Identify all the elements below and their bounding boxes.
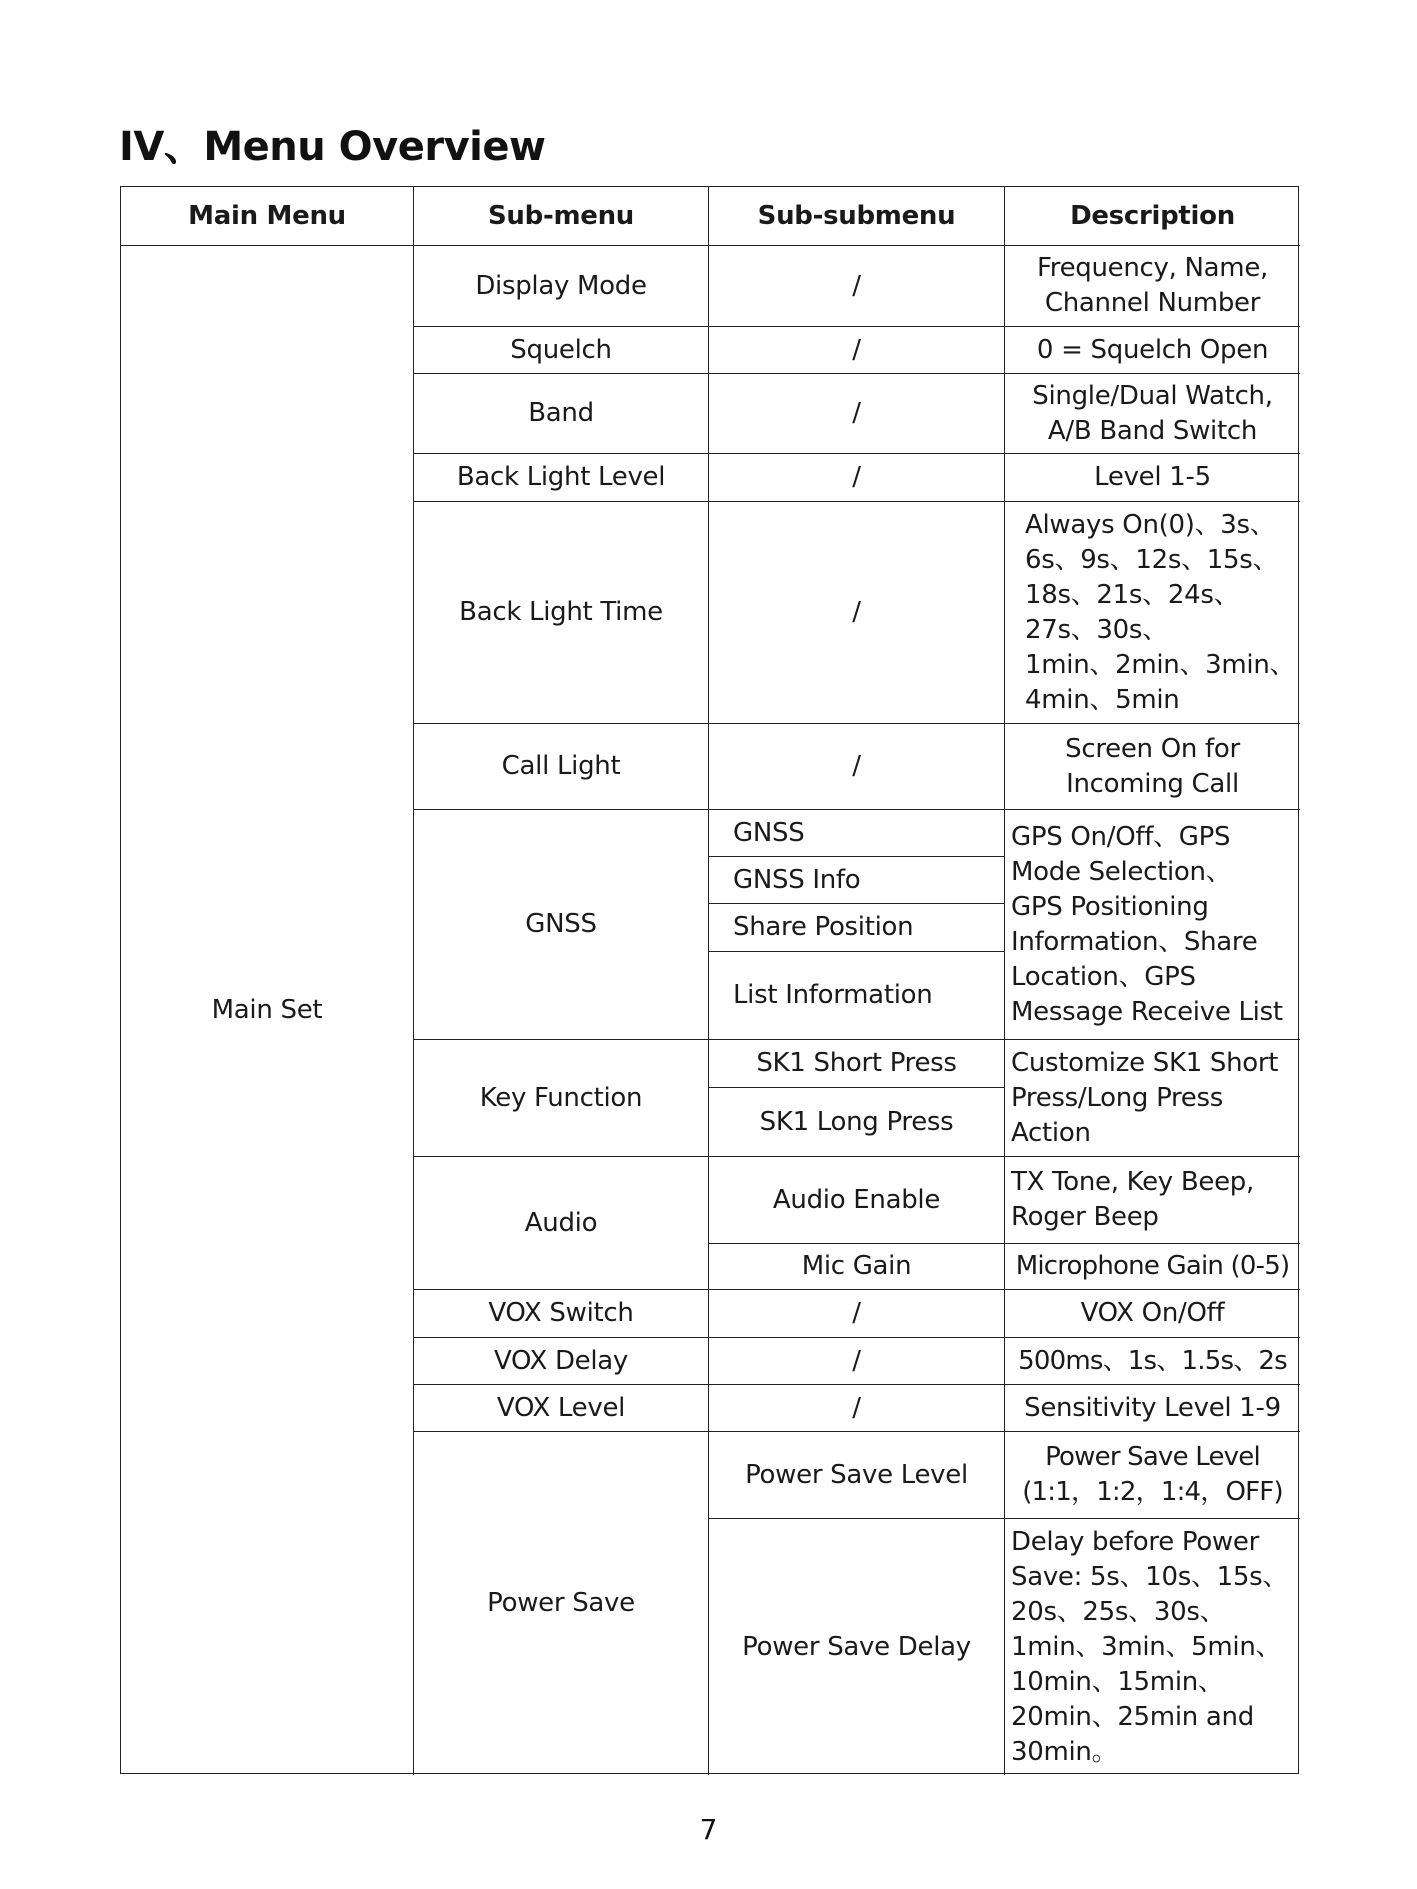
submenu-cell-audio: Audio <box>414 1157 709 1290</box>
description-cell-gnss: GPS On/Off、GPS Mode Selection、 GPS Positioning Information、Share Location、GPS Message Receive List <box>1005 810 1300 1040</box>
header-sub-menu: Sub-menu <box>414 187 709 246</box>
subsubmenu-cell: SK1 Long Press <box>709 1088 1005 1157</box>
description-cell: Delay before Power Save: 5s、10s、15s、 20s、25s、30s、 1min、3min、5min、 10min、15min、 20min、25min and 30min。 <box>1011 1526 1289 1767</box>
description-cell: Screen On for Incoming Call <box>1005 724 1300 810</box>
subsubmenu-cell: Power Save Delay <box>709 1519 1005 1775</box>
submenu-cell: Squelch <box>414 327 709 374</box>
description-cell: Always On(0)、3s、 6s、9s、12s、15s、 18s、21s、24s、 27s、30s、 1min、2min、3min、 4min、5min <box>1005 502 1300 724</box>
submenu-cell: Display Mode <box>414 246 709 327</box>
main-menu-cell: Main Set <box>121 246 414 1775</box>
description-cell: Microphone Gain (0-5) <box>1005 1244 1300 1290</box>
subsubmenu-cell: Audio Enable <box>709 1157 1005 1244</box>
subsubmenu-cell: / <box>709 454 1005 502</box>
submenu-cell: VOX Switch <box>414 1290 709 1338</box>
submenu-cell: VOX Level <box>414 1385 709 1432</box>
page-number: 7 <box>699 1813 718 1846</box>
subsubmenu-cell: SK1 Short Press <box>709 1040 1005 1088</box>
description-cell: 500ms、1s、1.5s、2s <box>1005 1338 1300 1385</box>
subsubmenu-cell: Mic Gain <box>709 1244 1005 1290</box>
description-cell: 0 = Squelch Open <box>1005 327 1300 374</box>
submenu-cell-gnss: GNSS <box>414 810 709 1040</box>
subsubmenu-cell: Share Position <box>709 904 1005 952</box>
description-cell: Sensitivity Level 1-9 <box>1005 1385 1300 1432</box>
subsubmenu-cell: / <box>709 1290 1005 1338</box>
header-main-menu: Main Menu <box>121 187 414 246</box>
subsubmenu-cell: GNSS <box>709 810 1005 857</box>
header-sub-submenu: Sub-submenu <box>709 187 1005 246</box>
description-cell: TX Tone, Key Beep, Roger Beep <box>1005 1157 1300 1244</box>
subsubmenu-cell: / <box>709 327 1005 374</box>
subsubmenu-cell: / <box>709 1338 1005 1385</box>
description-cell: Single/Dual Watch, A/B Band Switch <box>1005 374 1300 454</box>
submenu-cell: Back Light Time <box>414 502 709 724</box>
submenu-cell: Back Light Level <box>414 454 709 502</box>
description-cell: VOX On/Off <box>1005 1290 1300 1338</box>
menu-overview-table <box>120 186 1299 1774</box>
header-description: Description <box>1005 187 1300 246</box>
subsubmenu-cell: / <box>709 724 1005 810</box>
subsubmenu-cell: / <box>709 1385 1005 1432</box>
subsubmenu-cell: GNSS Info <box>709 857 1005 904</box>
description-cell: Power Save Level (1:1，1:2，1:4，OFF) <box>1005 1432 1300 1519</box>
subsubmenu-cell: / <box>709 502 1005 724</box>
submenu-cell: Band <box>414 374 709 454</box>
submenu-cell: VOX Delay <box>414 1338 709 1385</box>
subsubmenu-cell: List Information <box>709 952 1005 1040</box>
description-cell-key-function: Customize SK1 Short Press/Long Press Action <box>1005 1040 1300 1157</box>
subsubmenu-cell: / <box>709 374 1005 454</box>
description-cell: Frequency, Name, Channel Number <box>1005 246 1300 327</box>
submenu-cell-power-save: Power Save <box>414 1432 709 1775</box>
description-cell: Level 1-5 <box>1005 454 1300 502</box>
submenu-cell: Call Light <box>414 724 709 810</box>
page-title: IV、Menu Overview <box>119 124 546 170</box>
subsubmenu-cell: Power Save Level <box>709 1432 1005 1519</box>
subsubmenu-cell: / <box>709 246 1005 327</box>
submenu-cell-key-function: Key Function <box>414 1040 709 1157</box>
